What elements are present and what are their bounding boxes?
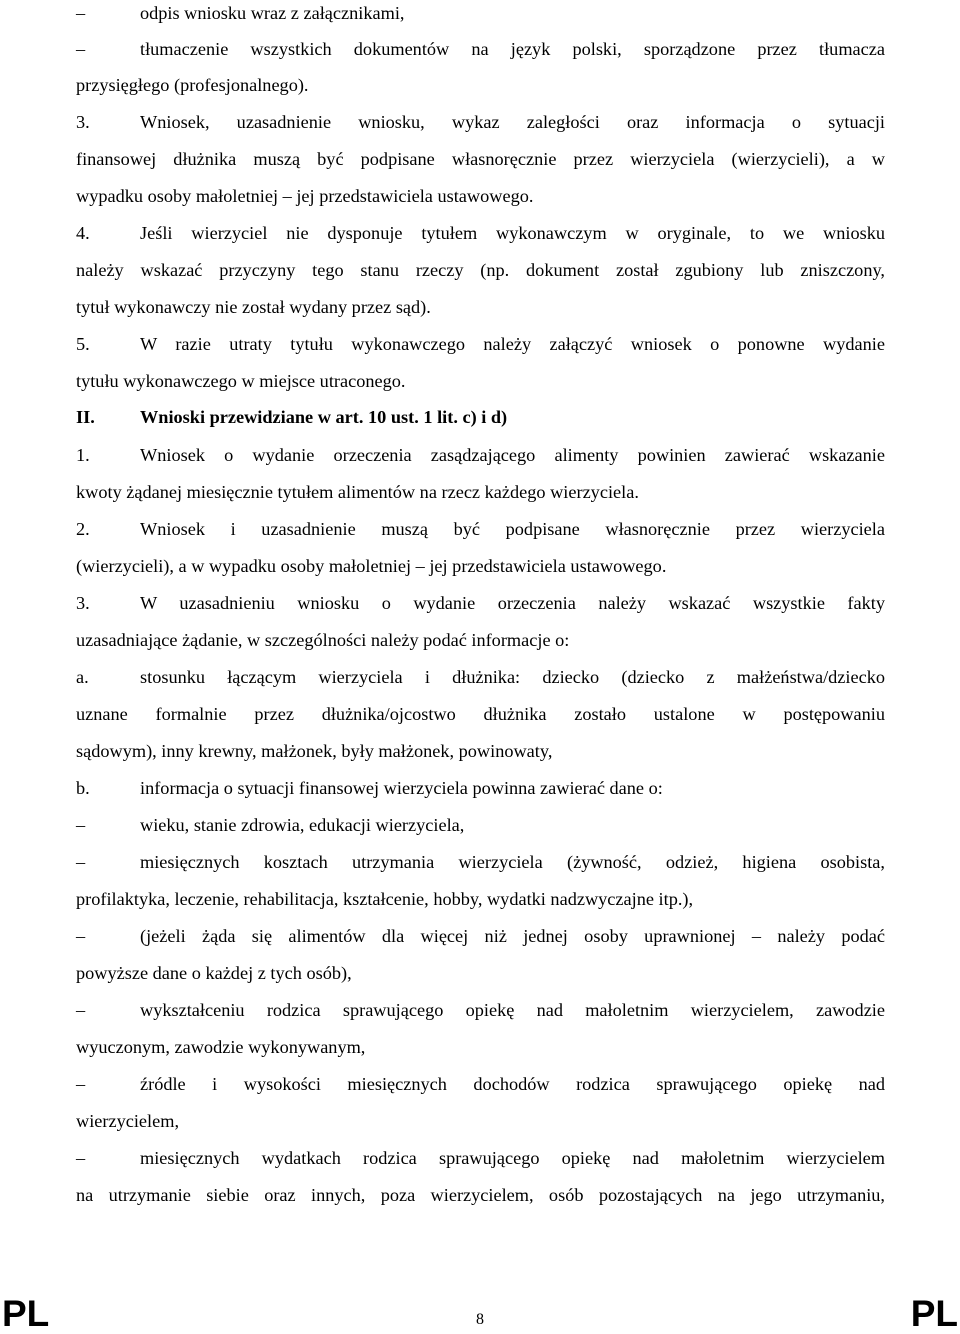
section-heading: Wnioski przewidziane w art. 10 ust. 1 lit. c) i d) [140,407,508,427]
list-item-text: odpis wniosku wraz z załącznikami, [140,3,405,23]
list-item-text: tłumaczenie wszystkich dokumentów na język polski, sporządzone przez tłumacza [140,39,885,59]
text-line: (wierzycieli), a w wypadku osoby małoletniej – jej przedstawiciela ustawowego. [76,556,667,576]
paragraph-text: Jeśli wierzyciel nie dysponuje tytułem wykonawczym w oryginale, to we wniosku [140,223,885,243]
list-item-text: wieku, stanie zdrowia, edukacji wierzyciela, [140,815,465,835]
paragraph-text: Wniosek o wydanie orzeczenia zasądzającego alimenty powinien zawierać wskazanie [140,445,885,465]
text-line: przysięgłego (profesjonalnego). [76,75,309,95]
item-number: 1. [76,445,90,465]
text-line: powyższe dane o każdej z tych osób), [76,963,352,983]
dash-marker: – [76,815,86,835]
text-line: kwoty żądanej miesięcznie tytułem alimentów na rzecz każdego wierzyciela. [76,482,639,502]
text-line: finansowej dłużnika muszą być podpisane własnoręcznie przez wierzyciela (wierzycieli), a w [76,149,885,169]
item-number: 5. [76,334,90,354]
text-line: wypadku osoby małoletniej – jej przedstawiciela ustawowego. [76,186,534,206]
text-line: tytuł wykonawczy nie został wydany przez sąd). [76,297,431,317]
dash-marker: – [76,3,86,23]
footer-language-code-left: PL [2,1293,50,1334]
item-letter: b. [76,778,90,798]
item-number: 3. [76,593,90,613]
dash-marker: – [76,1074,86,1094]
dash-marker: – [76,1148,86,1168]
paragraph-text: W razie utraty tytułu wykonawczego należy załączyć wniosek o ponowne wydanie [140,334,885,354]
list-item-text: źródle i wysokości miesięcznych dochodów rodzica sprawującego opiekę nad [140,1074,885,1094]
footer-language-code-right: PL [910,1293,958,1334]
item-number: 2. [76,519,90,539]
list-item-text: miesięcznych wydatkach rodzica sprawującego opiekę nad małoletnim wierzycielem [140,1148,885,1168]
text-line: uzasadniające żądanie, w szczególności należy podać informacje o: [76,630,570,650]
item-number: 4. [76,223,90,243]
text-line: na utrzymanie siebie oraz innych, poza wierzycielem, osób pozostających na jego utrzymaniu, [76,1185,885,1205]
dash-marker: – [76,39,86,59]
paragraph-text: stosunku łączącym wierzyciela i dłużnika: dziecko (dziecko z małżeństwa/dziecko [140,667,885,687]
paragraph-text: Wniosek i uzasadnienie muszą być podpisane własnoręcznie przez wierzyciela [140,519,885,539]
section-number: II. [76,407,95,427]
dash-marker: – [76,1000,86,1020]
page-number: 8 [476,1311,484,1328]
list-item-text: (jeżeli żąda się alimentów dla więcej niż jednej osoby uprawnionej – należy podać [140,926,885,946]
dash-marker: – [76,852,86,872]
text-line: wyuczonym, zawodzie wykonywanym, [76,1037,366,1057]
list-item-text: wykształceniu rodzica sprawującego opiekę nad małoletnim wierzycielem, zawodzie [140,1000,885,1020]
text-line: uznane formalnie przez dłużnika/ojcostwo dłużnika zostało ustalone w postępowaniu [76,704,885,724]
dash-marker: – [76,926,86,946]
paragraph-text: W uzasadnieniu wniosku o wydanie orzeczenia należy wskazać wszystkie fakty [140,593,885,613]
paragraph-text: informacja o sytuacji finansowej wierzyciela powinna zawierać dane o: [140,778,663,798]
item-letter: a. [76,667,89,687]
item-number: 3. [76,112,90,132]
text-line: profilaktyka, leczenie, rehabilitacja, kształcenie, hobby, wydatki nadzwyczajne itp.), [76,889,694,909]
text-line: wierzycielem, [76,1111,180,1131]
text-line: sądowym), inny krewny, małżonek, były małżonek, powinowaty, [76,741,553,761]
text-line: tytułu wykonawczego w miejsce utraconego. [76,371,406,391]
paragraph-text: Wniosek, uzasadnienie wniosku, wykaz zaległości oraz informacja o sytuacji [140,112,885,132]
text-line: należy wskazać przyczyny tego stanu rzeczy (np. dokument został zgubiony lub zniszczony, [76,260,885,280]
list-item-text: miesięcznych kosztach utrzymania wierzyciela (żywność, odzież, higiena osobista, [140,852,885,872]
